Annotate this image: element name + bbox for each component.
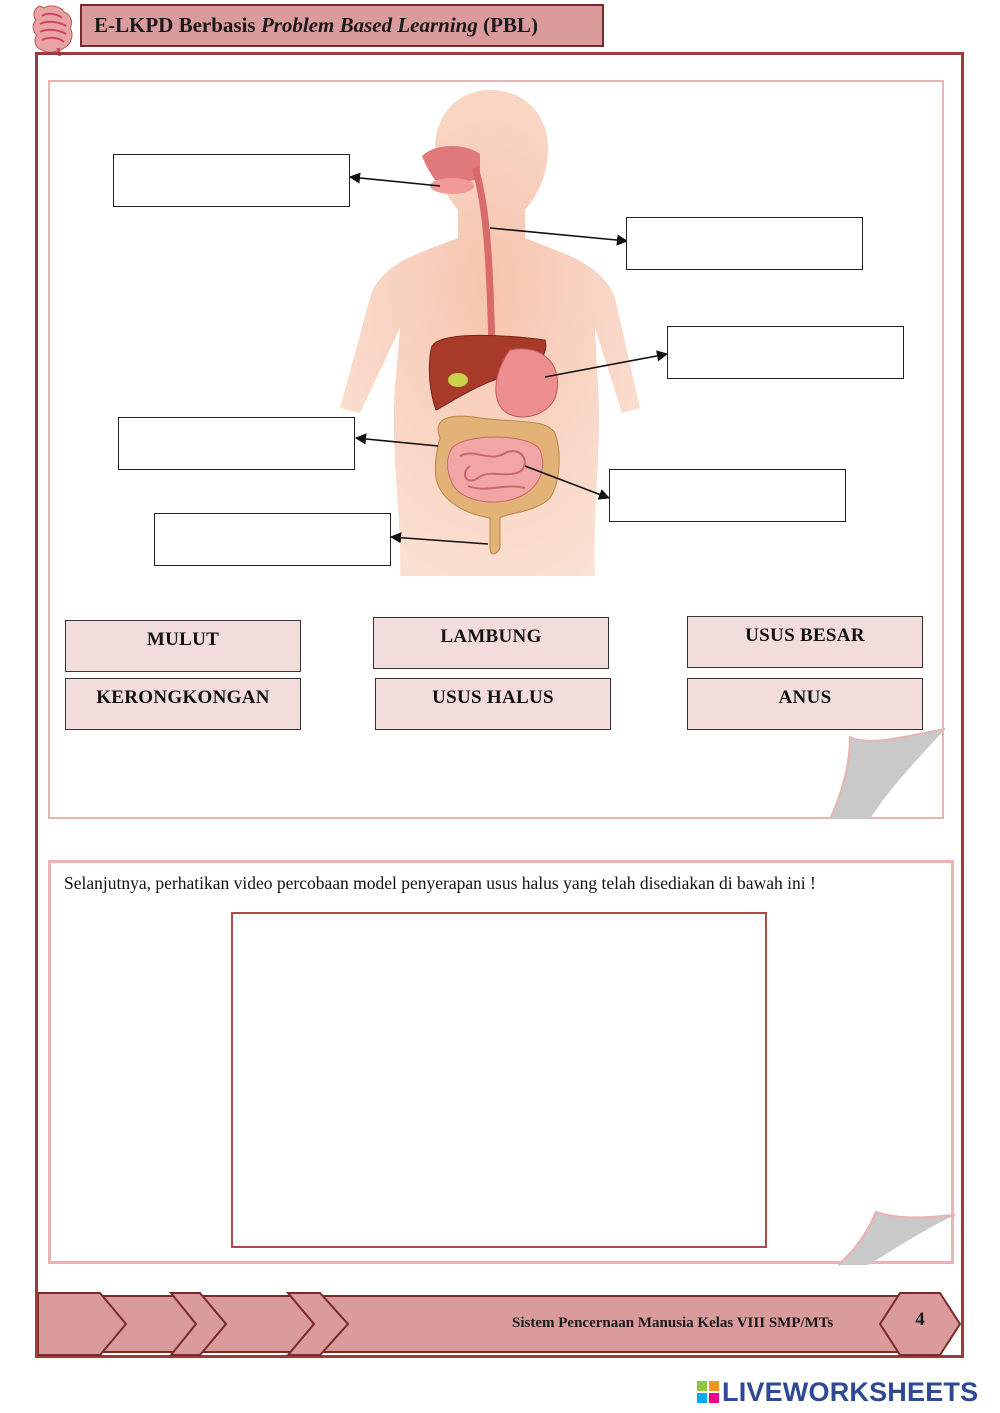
title-prefix: E-LKPD Berbasis	[94, 13, 261, 37]
intestine-logo-icon	[30, 2, 76, 56]
word-chip-mulut[interactable]: MULUT	[65, 620, 301, 672]
word-chip-kerongkongan[interactable]: KERONGKONGAN	[65, 678, 301, 730]
watermark-text: LIVEWORKSHEETS	[722, 1376, 979, 1407]
word-chip-usus-besar[interactable]: USUS BESAR	[687, 616, 923, 668]
answer-box-anus[interactable]	[154, 513, 391, 566]
word-chip-anus[interactable]: ANUS	[687, 678, 923, 730]
page-curl-icon	[830, 727, 946, 820]
page-curl-icon-bottom	[838, 1210, 956, 1266]
worksheet-title	[80, 4, 604, 47]
title-italic: Problem Based Learning	[260, 13, 478, 37]
word-chip-usus-halus[interactable]: USUS HALUS	[375, 678, 611, 730]
word-chip-lambung[interactable]: LAMBUNG	[373, 617, 609, 669]
answer-box-mouth[interactable]	[113, 154, 350, 207]
liveworksheets-watermark[interactable]	[697, 1375, 978, 1409]
video-embed-frame[interactable]	[231, 912, 767, 1248]
page-number: 4	[915, 1309, 925, 1330]
answer-box-esophagus[interactable]	[626, 217, 863, 270]
answer-box-stomach[interactable]	[667, 326, 904, 379]
footer-subject-text: Sistem Pencernaan Manusia Kelas VIII SMP/MTs	[512, 1315, 834, 1331]
video-instruction: Selanjutnya, perhatikan video percobaan model penyerapan usus halus yang telah disediakan di bawah ini !	[64, 873, 816, 893]
digestive-system-illustration	[340, 88, 640, 578]
liveworksheets-logo-icon	[697, 1381, 719, 1403]
answer-box-large-intestine[interactable]	[118, 417, 355, 470]
answer-box-small-intestine[interactable]	[609, 469, 846, 522]
title-suffix: (PBL)	[477, 13, 538, 37]
